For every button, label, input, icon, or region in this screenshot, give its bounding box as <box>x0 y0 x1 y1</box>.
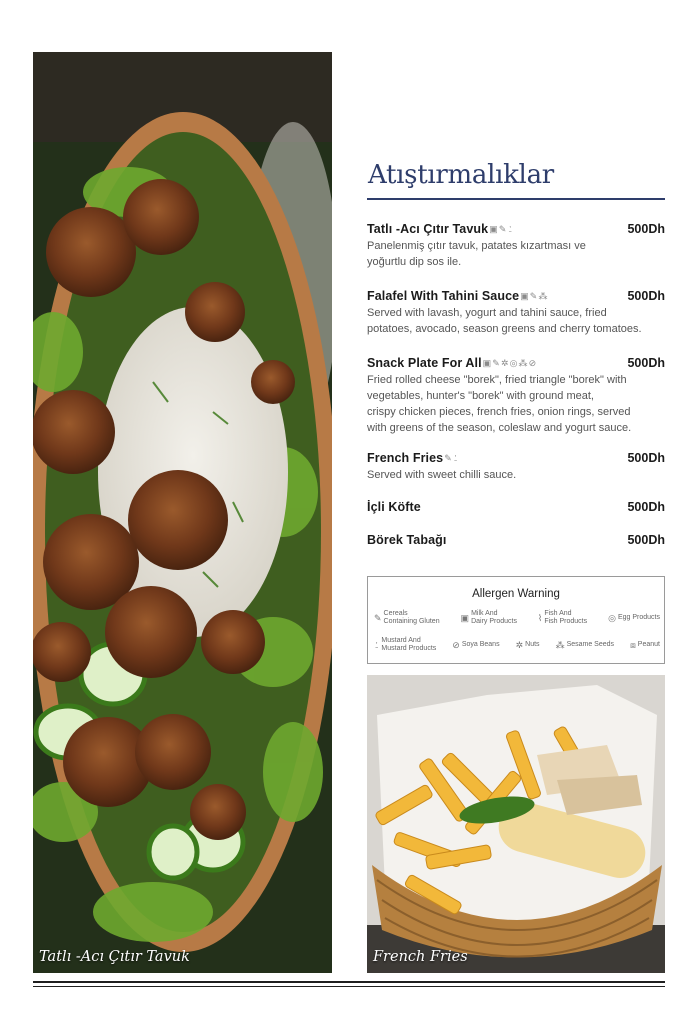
title-divider <box>367 198 665 200</box>
menu-item-price: 500Dh <box>627 222 665 236</box>
nuts-icon: ✲ <box>500 358 509 368</box>
egg-icon: ◎ <box>509 358 518 368</box>
allergen-label-line: Nuts <box>525 641 540 648</box>
sesame-icon: ⁂ <box>518 358 528 368</box>
menu-item-header <box>367 356 665 370</box>
menu-item-price: 500Dh <box>627 500 665 514</box>
mustard-icon: ⍘ <box>374 640 380 650</box>
description-line: crispy chicken pieces, french fries, onion rings, served <box>367 406 631 418</box>
menu-item-name <box>367 500 421 514</box>
description-line: potatoes, avocado, season greens and cherry tomatoes. <box>367 323 642 335</box>
menu-item-price: 500Dh <box>627 451 665 465</box>
gluten-icon: ✎ <box>492 358 500 368</box>
allergen-icons <box>520 291 547 301</box>
allergen-legend-item <box>556 641 614 649</box>
menu-item-name <box>367 222 513 236</box>
allergen-legend-label <box>381 637 436 653</box>
menu-item <box>367 356 665 436</box>
allergen-label-line: Containing Gluten <box>383 618 440 625</box>
menu-item <box>367 500 665 514</box>
allergen-legend-label <box>462 641 500 649</box>
allergen-label-line: Soya Beans <box>461 641 500 648</box>
sesame-icon: ⁂ <box>538 291 548 301</box>
menu-item-header <box>367 289 665 303</box>
menu-item <box>367 289 665 337</box>
right-photo-caption: French Fries <box>373 949 468 965</box>
menu-item-name <box>367 533 446 547</box>
description-line: Served with lavash, yogurt and tahini sauce, fried <box>367 307 607 319</box>
soya-icon: ⊘ <box>452 640 460 650</box>
allergen-legend-label <box>567 641 614 649</box>
gluten-icon: ✎ <box>529 291 538 301</box>
allergen-legend-item <box>538 610 587 626</box>
allergen-legend-item <box>630 641 660 649</box>
allergen-legend-item <box>374 610 440 626</box>
menu-item-name <box>367 356 536 370</box>
section-title: Atıştırmalıklar <box>368 160 554 190</box>
gluten-icon: ✎ <box>498 224 507 234</box>
mustard-icon: ⍘ <box>507 224 513 234</box>
allergen-icons <box>489 224 513 234</box>
mustard-icon: ⍘ <box>452 453 459 463</box>
peanut-icon: ⧈ <box>630 640 636 650</box>
allergen-legend-item <box>608 614 660 622</box>
allergen-label-line: Cereals <box>383 610 408 617</box>
milk-icon: ▣ <box>520 291 529 301</box>
menu-item-name-text: French Fries <box>367 451 444 465</box>
allergen-legend-label <box>618 614 660 622</box>
allergen-legend-label <box>544 610 587 626</box>
menu-item-name-text: Tatlı -Acı Çıtır Tavuk <box>367 222 489 236</box>
description-line: Panelenmiş çıtır tavuk, patates kızartması ve <box>367 240 586 252</box>
menu-item-header <box>367 533 665 547</box>
allergen-row-1 <box>374 610 660 626</box>
menu-item-header <box>367 222 665 236</box>
menu-item-name <box>367 451 458 465</box>
menu-item-price: 500Dh <box>627 356 665 370</box>
menu-item-price: 500Dh <box>627 533 665 547</box>
allergen-warning-box <box>367 576 665 664</box>
falafel-photo <box>33 52 332 973</box>
milk-icon: ▣ <box>460 613 470 623</box>
allergen-label-line: Mustard Products <box>381 645 437 652</box>
allergen-label-line: Milk And <box>471 610 498 617</box>
description-line: Fried rolled cheese "borek", fried triangle "borek" with <box>367 374 627 386</box>
allergen-label-line: Fish Products <box>544 618 588 625</box>
allergen-legend-label <box>471 610 517 626</box>
sesame-icon: ⁂ <box>555 640 565 650</box>
allergen-label-line: Mustard And <box>381 637 421 644</box>
fries-illustration <box>367 675 665 973</box>
bottom-rule-thin <box>33 986 665 987</box>
menu-item-price: 500Dh <box>627 289 665 303</box>
menu-item-description <box>367 238 665 270</box>
menu-item-name-text: Börek Tabağı <box>367 533 447 547</box>
description-line: yoğurtlu dip sos ile. <box>367 256 462 268</box>
french-fries-photo <box>367 675 665 973</box>
nuts-icon: ✲ <box>515 640 524 650</box>
allergen-label-line: Sesame Seeds <box>566 641 615 648</box>
falafel-illustration <box>33 52 332 973</box>
allergen-title: Allergen Warning <box>472 588 560 600</box>
allergen-label-line: Dairy Products <box>471 618 517 625</box>
left-photo-caption: Tatlı -Acı Çıtır Tavuk <box>39 949 190 965</box>
bottom-rule <box>33 981 665 983</box>
menu-item <box>367 451 665 483</box>
allergen-legend-label <box>638 641 660 649</box>
menu-item <box>367 222 665 270</box>
menu-item-header <box>367 500 665 514</box>
menu-item-header <box>367 451 665 465</box>
allergen-legend-label <box>384 610 440 626</box>
allergen-label-line: Fish And <box>544 610 572 617</box>
description-line: with greens of the season, coleslaw and yogurt sauce. <box>367 422 632 434</box>
milk-icon: ▣ <box>489 224 498 234</box>
allergen-legend-label <box>525 641 539 649</box>
menu-item-description <box>367 467 665 483</box>
allergen-legend-item <box>374 637 436 653</box>
egg-icon: ◎ <box>608 613 616 623</box>
menu-section <box>367 160 665 200</box>
milk-icon: ▣ <box>482 358 492 368</box>
menu-item <box>367 533 665 547</box>
gluten-icon: ✎ <box>444 453 452 463</box>
menu-item-description <box>367 305 665 337</box>
gluten-icon: ✎ <box>374 613 382 623</box>
soya-icon: ⊘ <box>528 358 537 368</box>
allergen-legend-item <box>461 610 517 626</box>
description-line: vegetables, hunter's "borek" with ground meat, <box>367 390 594 402</box>
allergen-row-2 <box>374 637 660 653</box>
allergen-legend-item <box>452 641 499 649</box>
allergen-icons <box>483 358 537 368</box>
allergen-legend-item <box>516 641 540 649</box>
menu-item-name-text: Snack Plate For All <box>367 356 482 370</box>
allergen-icons <box>444 453 458 463</box>
allergen-label-line: Egg Products <box>617 614 660 621</box>
menu-item-description <box>367 372 665 436</box>
fish-icon: ⌇ <box>537 613 543 623</box>
menu-item-name-text: Falafel With Tahini Sauce <box>367 289 520 303</box>
allergen-label-line: Peanut <box>637 641 660 648</box>
menu-item-name <box>367 289 548 303</box>
menu-item-name-text: İçli Köfte <box>367 500 421 514</box>
description-line: Served with sweet chilli sauce. <box>367 469 517 481</box>
